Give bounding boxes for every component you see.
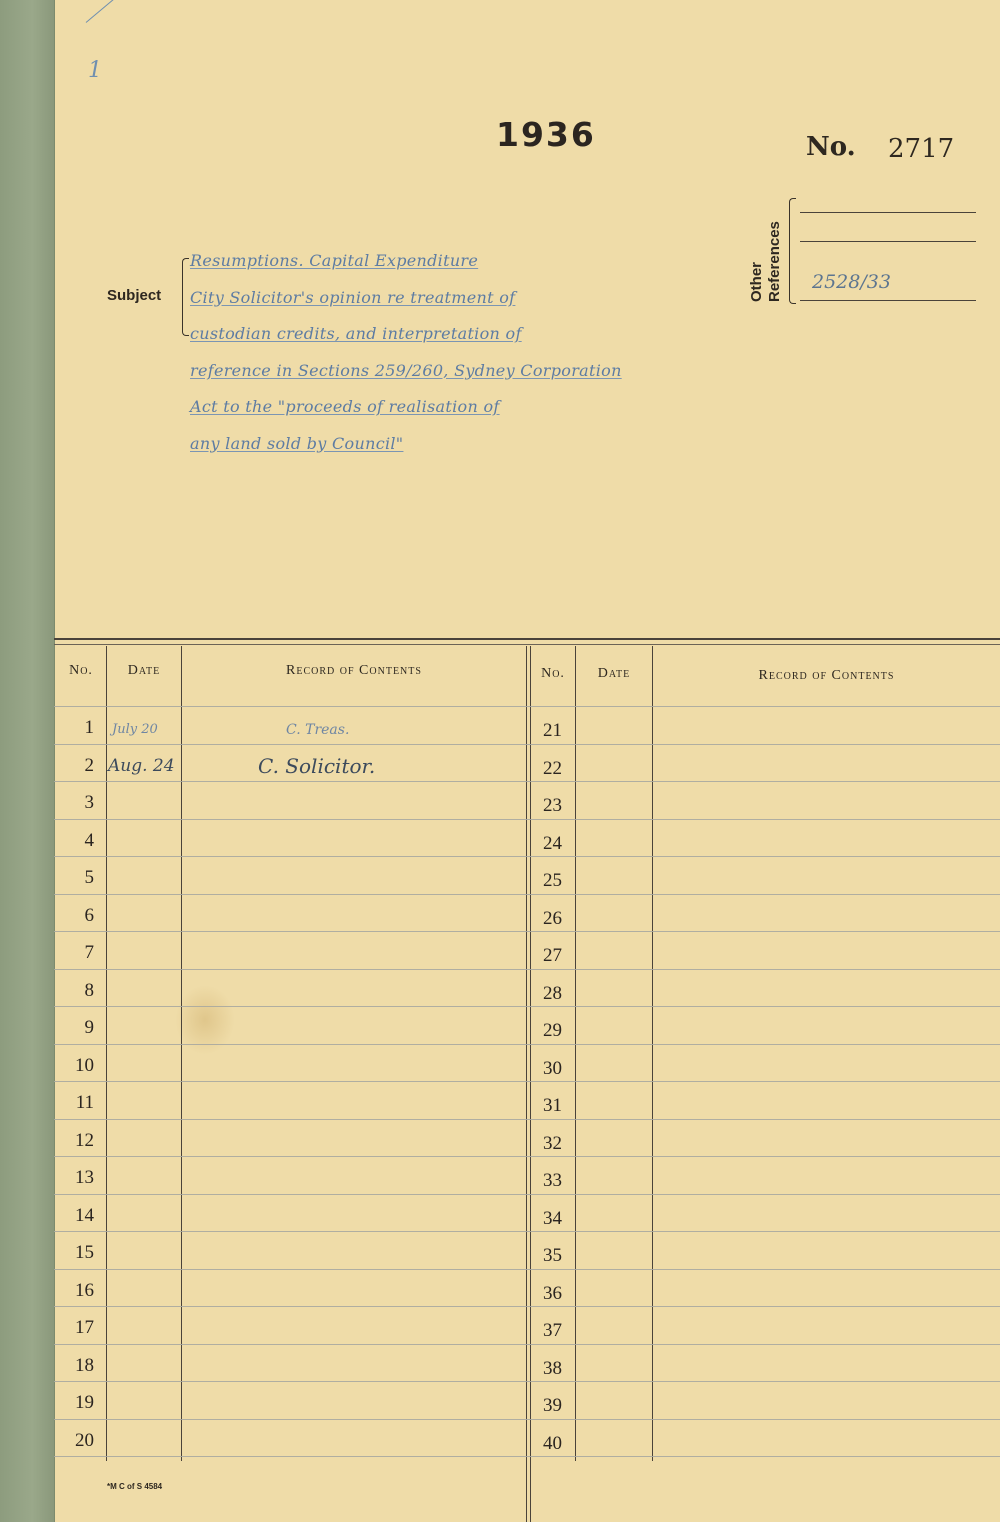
subject-line: Act to the "proceeds of realisation of	[190, 397, 500, 416]
row-rule	[54, 1156, 1000, 1157]
file-number: 2717	[888, 134, 955, 164]
row-number-left: 18	[75, 1354, 94, 1376]
row-number-right: 36	[543, 1282, 562, 1304]
row-number-right: 26	[543, 907, 562, 929]
column-divider	[575, 646, 576, 1461]
row-number-left: 3	[84, 792, 94, 813]
row-rule	[54, 1456, 1000, 1457]
subject-line: City Solicitor's opinion re treatment of	[190, 287, 516, 307]
row-number-right: 28	[543, 982, 562, 1004]
reference-line	[800, 241, 976, 242]
header-no-right: No.	[541, 666, 565, 681]
row-number-right: 33	[543, 1170, 562, 1191]
row-number-left: 20	[75, 1429, 94, 1451]
row-rule	[54, 1306, 1000, 1307]
row-rule	[54, 969, 1000, 970]
row-rule	[54, 1006, 1000, 1007]
other-references-label	[748, 202, 788, 302]
row-rule	[54, 819, 1000, 820]
row-number-left: 16	[75, 1279, 94, 1301]
row-rule	[54, 1269, 1000, 1270]
row-rule	[54, 1419, 1000, 1420]
row-number-right: 31	[543, 1095, 562, 1116]
other-references-bracket	[789, 198, 796, 304]
other-references-label-line2: References	[766, 221, 783, 302]
header-contents-left: Record of Contents	[286, 663, 422, 678]
header-no-left: No.	[69, 663, 93, 678]
binding-spine	[0, 0, 55, 1522]
subject-label: Subject	[107, 287, 162, 304]
file-number-label: No.	[806, 132, 856, 162]
row-number-right: 35	[543, 1245, 562, 1266]
row-number-right: 34	[543, 1207, 562, 1229]
column-divider	[181, 646, 182, 1461]
row-number-left: 5	[84, 867, 94, 888]
row-rule	[54, 1381, 1000, 1382]
row-number-right: 21	[543, 720, 562, 741]
subject-text	[190, 243, 690, 462]
row-rule	[54, 1194, 1000, 1195]
row-number-right: 40	[543, 1432, 562, 1454]
header-contents-right: Record of Contents	[758, 668, 895, 683]
row-number-right: 30	[543, 1057, 562, 1079]
reference-line	[800, 300, 976, 301]
printer-mark: *M C of S 4584	[107, 1482, 163, 1491]
row-number-left: 8	[84, 979, 94, 1001]
row-rule	[54, 781, 1000, 782]
header-date-left: Date	[127, 663, 161, 678]
file-year: 1936	[496, 115, 596, 154]
table-top-rule	[54, 638, 1000, 640]
row-number-left: 9	[84, 1017, 94, 1038]
entry-contents: C. Treas.	[286, 722, 350, 738]
row-number-left: 17	[75, 1317, 94, 1338]
row-number-right: 27	[543, 945, 562, 966]
table-top-rule-inner	[54, 644, 1000, 645]
row-rule	[54, 1231, 1000, 1232]
row-rule	[54, 1119, 1000, 1120]
corner-pencil-stroke	[86, 0, 179, 23]
row-number-right: 29	[543, 1020, 562, 1041]
paper-stain	[175, 985, 235, 1055]
row-number-right: 25	[543, 870, 562, 891]
row-number-right: 32	[543, 1132, 562, 1154]
row-number-left: 12	[75, 1129, 94, 1151]
row-rule	[54, 1044, 1000, 1045]
column-divider	[652, 646, 653, 1461]
row-number-left: 10	[75, 1054, 94, 1076]
row-number-left: 4	[84, 829, 94, 851]
row-rule	[54, 744, 1000, 745]
row-number-left: 19	[75, 1392, 94, 1413]
row-number-right: 38	[543, 1357, 562, 1379]
row-number-left: 14	[75, 1204, 94, 1226]
row-number-right: 39	[543, 1395, 562, 1416]
row-number-left: 1	[84, 717, 94, 738]
header-date-right: Date	[597, 666, 631, 681]
row-rule	[54, 706, 1000, 707]
subject-line: any land sold by Council"	[190, 433, 404, 453]
row-number-left: 11	[75, 1092, 94, 1113]
row-rule	[54, 856, 1000, 857]
row-rule	[54, 1081, 1000, 1082]
row-number-left: 15	[75, 1242, 94, 1263]
row-number-right: 37	[543, 1320, 562, 1341]
other-references-label-line1: Other	[748, 261, 765, 302]
subject-line: reference in Sections 259/260, Sydney Corporation	[190, 360, 622, 380]
row-number-left: 2	[84, 754, 94, 776]
column-divider	[106, 646, 107, 1461]
subject-bracket	[182, 258, 189, 336]
entry-date: Aug. 24	[108, 756, 175, 776]
subject-line: custodian credits, and interpretation of	[190, 324, 522, 343]
corner-mark: 1	[88, 58, 102, 83]
reference-entry: 2528/33	[812, 271, 891, 293]
row-rule	[54, 931, 1000, 932]
row-number-left: 7	[84, 942, 94, 963]
reference-line	[800, 212, 976, 213]
row-rule	[54, 1344, 1000, 1345]
subject-line: Resumptions. Capital Expenditure	[190, 251, 479, 270]
entry-date: July 20	[112, 722, 158, 737]
row-number-left: 13	[75, 1167, 94, 1188]
row-number-right: 22	[543, 757, 562, 779]
row-rule	[54, 894, 1000, 895]
row-number-left: 6	[84, 904, 94, 926]
entry-contents: C. Solicitor.	[258, 754, 376, 778]
row-number-right: 23	[543, 795, 562, 816]
row-number-right: 24	[543, 832, 562, 854]
